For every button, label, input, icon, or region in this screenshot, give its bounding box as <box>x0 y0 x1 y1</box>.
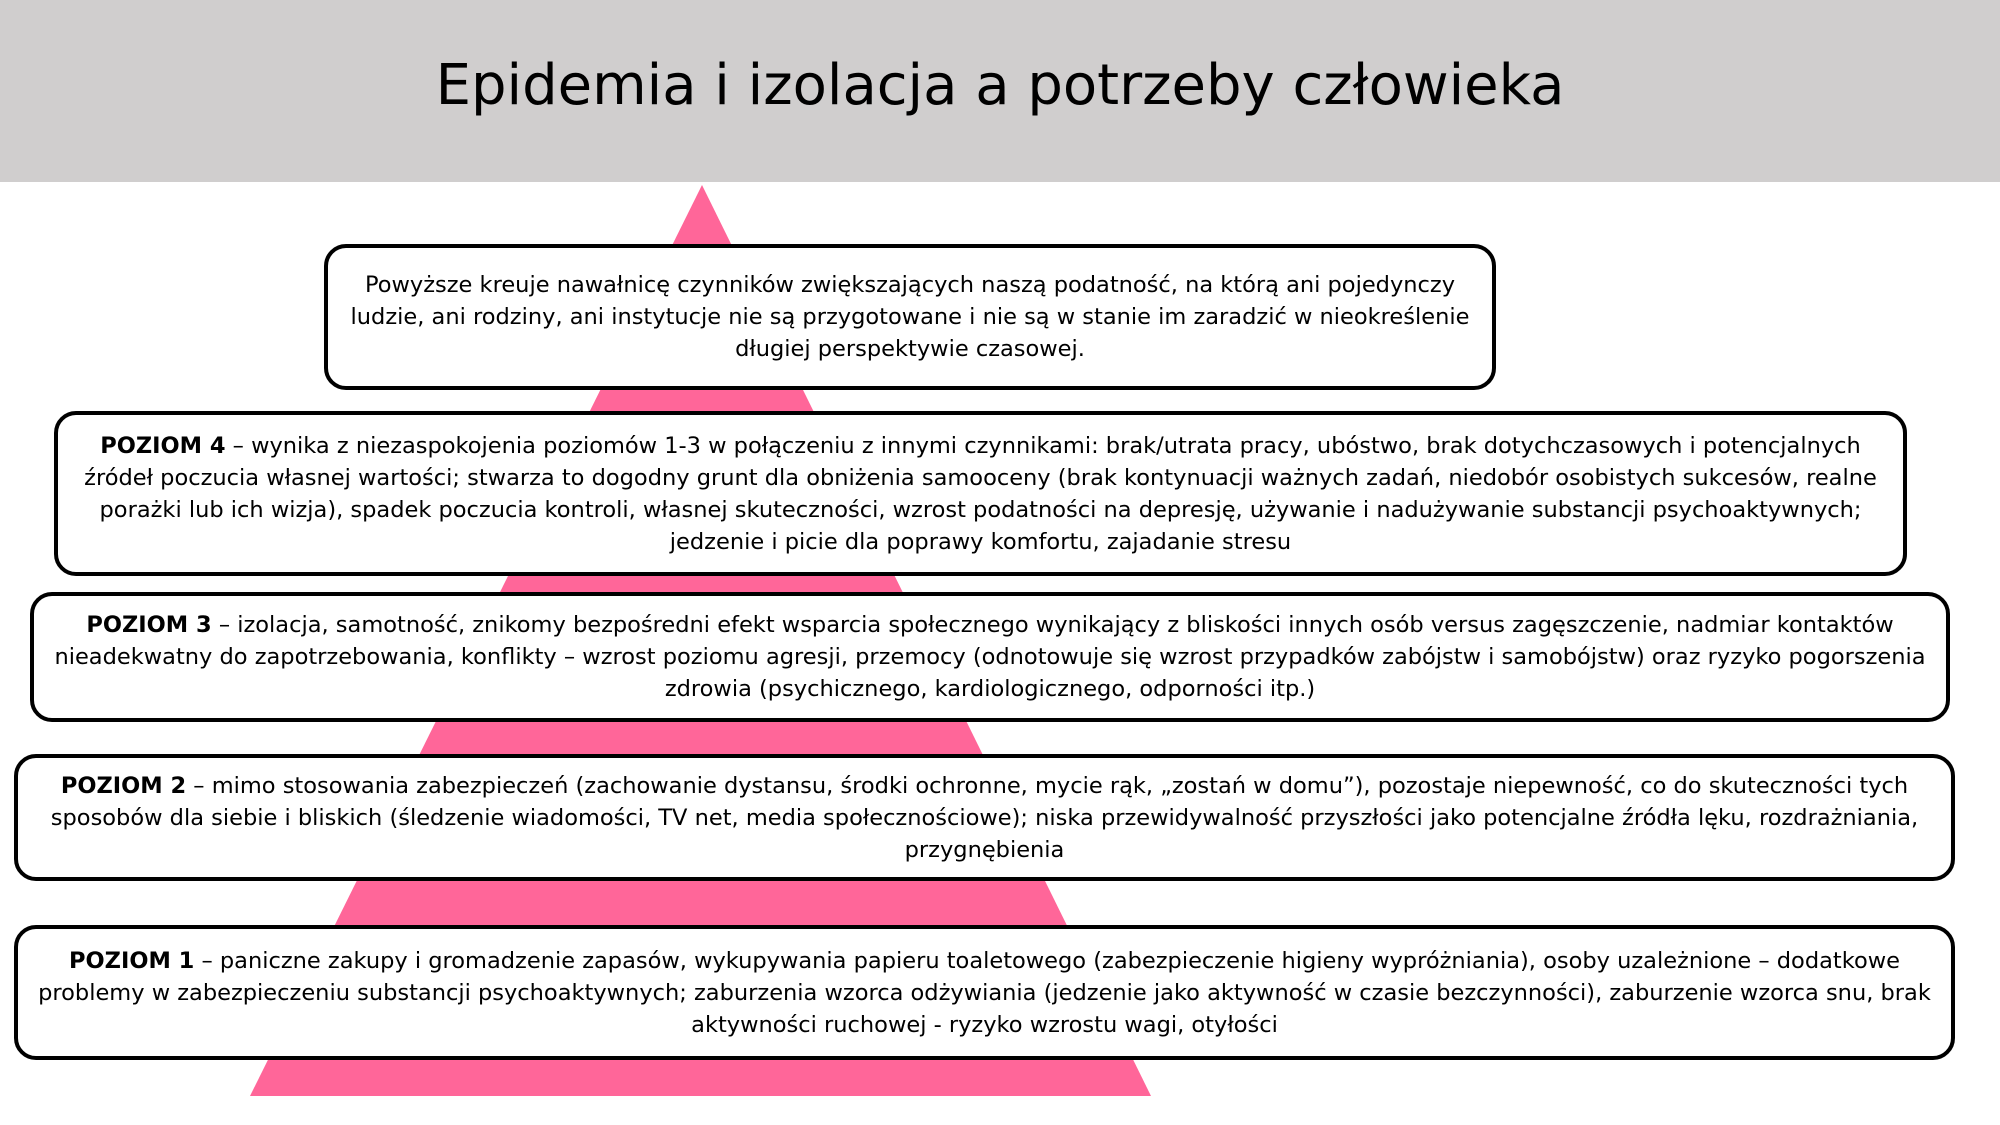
level-4-text: – wynika z niezaspokojenia poziomów 1-3 w połączeniu z innymi czynnikami: brak/utrata pracy, ubóstwo, brak dotychczasowych i potencjalnych źródeł poczucia własnej wartości; stwarza to dogodny grunt dla obniżenia samooceny (brak kontynuacji ważnych zadań, niedobór osobistych sukcesów, realne porażki lub ich wizja), spadek poczucia kontroli, własnej skuteczności, wzrost podatności na depresję, używanie i nadużywanie substancji psychoaktywnych; jedzenie i picie dla poprawy komfortu, zajadanie stresu <box>84 432 1877 555</box>
level-2-box <box>14 754 1955 881</box>
level-3-text: – izolacja, samotność, znikomy bezpośredni efekt wsparcia społecznego wynikający z bliskości innych osób versus zagęszczenie, nadmiar kontaktów nieadekwatny do zapotrzebowania, konflikty – wzrost poziomu agresji, przemocy (odnotowuje się wzrost przypadków zabójstw i samobójstw) oraz ryzyko pogorszenia zdrowia (psychicznego, kardiologicznego, odporności itp.) <box>54 612 1926 702</box>
level-4-box <box>54 411 1907 576</box>
level-2-text: – mimo stosowania zabezpieczeń (zachowanie dystansu, środki ochronne, mycie rąk, „zostań w domu”), pozostaje niepewność, co do skuteczności tych sposobów dla siebie i bliskich (śledzenie wiadomości, TV net, media społecznościowe); niska przewidywalność przyszłości jako potencjalne źródła lęku, rozdrażniania, przygnębienia <box>50 772 1919 863</box>
level-3-box <box>30 592 1950 722</box>
level-1-box <box>14 925 1955 1060</box>
level-3-content <box>52 609 1928 705</box>
slide-title: Epidemia i izolacja a potrzeby człowieka <box>435 52 1565 118</box>
level-1-text: – paniczne zakupy i gromadzenie zapasów, wykupywania papieru toaletowego (zabezpieczenie higieny wypróżniania), osoby uzależnione – dodatkowe problemy w zabezpieczeniu substancji psychoaktywnych; zaburzenia wzorca odżywiania (jedzenie jako aktywność w czasie bezczynności), zaburzenie wzorca snu, brak aktywności ruchowej - ryzyko wzrostu wagi, otyłości <box>38 947 1931 1038</box>
summary-box <box>324 244 1496 390</box>
level-2-content <box>36 770 1933 866</box>
level-3-label: POZIOM 3 <box>86 612 212 638</box>
summary-text: Powyższe kreuje nawałnicę czynników zwiększających naszą podatność, na którą ani pojedynczy ludzie, ani rodziny, ani instytucje nie są przygotowane i nie są w stanie im zaradzić w nieokreślenie długiej perspektywie czasowej. <box>350 272 1470 362</box>
level-4-content <box>76 430 1885 558</box>
level-1-label: POZIOM 1 <box>69 947 195 974</box>
level-2-label: POZIOM 2 <box>60 772 187 799</box>
level-4-label: POZIOM 4 <box>100 432 226 459</box>
level-1-content <box>36 945 1933 1041</box>
